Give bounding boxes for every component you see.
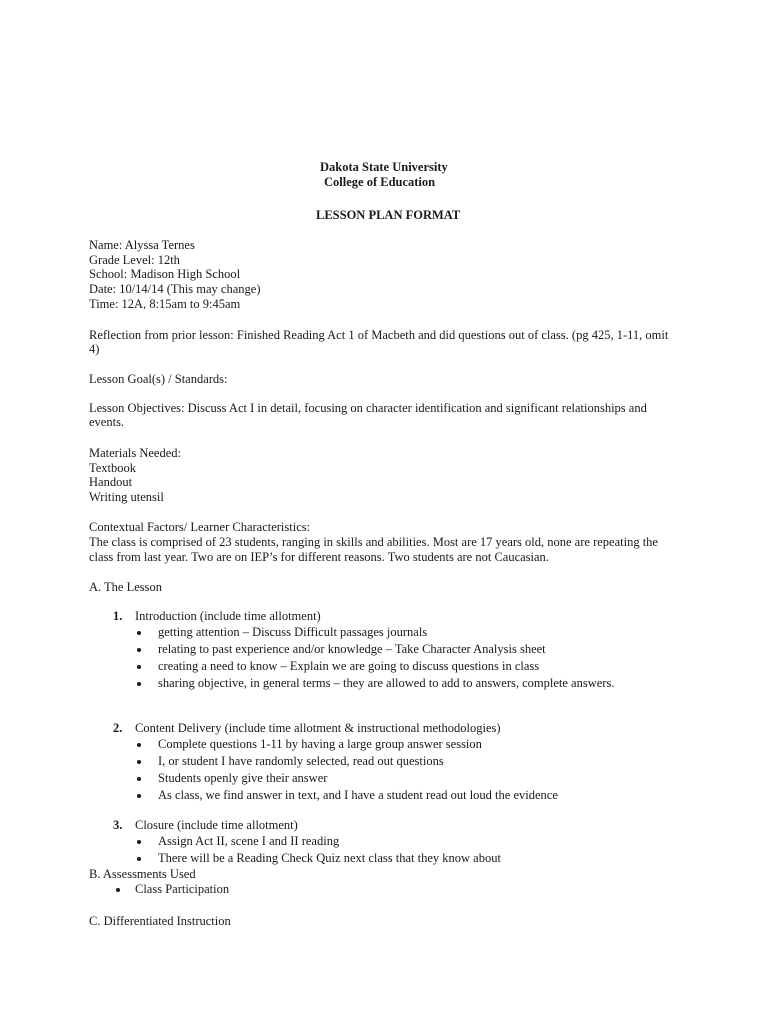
bullet-icon <box>137 760 141 764</box>
contextual-line-2: class from last year. Two are on IEP’s for different reasons. Two students are not Caucasian. <box>89 550 549 564</box>
bullet-text: getting attention – Discuss Difficult passages journals <box>158 625 428 639</box>
info-grade: Grade Level: 12th <box>89 253 180 267</box>
bullet-icon <box>137 857 141 861</box>
section-number: 1. <box>113 609 123 623</box>
section-title: Content Delivery (include time allotment & instructional methodologies) <box>135 721 501 735</box>
section-number: 3. <box>113 818 123 832</box>
objectives-line-1: Lesson Objectives: Discuss Act I in detail, focusing on character identification and significant relationships and <box>89 401 647 415</box>
lesson-heading: A. The Lesson <box>89 580 163 594</box>
materials-item: Writing utensil <box>89 490 164 504</box>
section-title: Closure (include time allotment) <box>135 818 298 832</box>
bullet-text: There will be a Reading Check Quiz next class that they know about <box>158 851 501 865</box>
bullet-icon <box>137 840 141 844</box>
bullet-icon <box>137 794 141 798</box>
section-number: 2. <box>113 721 123 735</box>
bullet-text: creating a need to know – Explain we are going to discuss questions in class <box>158 659 540 673</box>
bullet-text: sharing objective, in general terms – they are allowed to add to answers, complete answers. <box>158 676 615 690</box>
objectives-line-2: events. <box>89 415 125 429</box>
bullet-icon <box>137 631 141 635</box>
bullet-text: Assign Act II, scene I and II reading <box>158 834 340 848</box>
bullet-text: Class Participation <box>135 882 230 896</box>
materials-item: Textbook <box>89 461 137 475</box>
bullet-icon <box>137 682 141 686</box>
university-name: Dakota State University <box>320 160 448 174</box>
bullet-icon <box>137 665 141 669</box>
bullet-icon <box>116 888 120 892</box>
info-school: School: Madison High School <box>89 267 241 281</box>
reflection-line-2: 4) <box>89 342 100 356</box>
assessments-heading: B. Assessments Used <box>89 867 196 881</box>
college-name: College of Education <box>324 175 436 189</box>
differentiated-heading: C. Differentiated Instruction <box>89 914 231 928</box>
document-title: LESSON PLAN FORMAT <box>316 208 461 222</box>
bullet-text: I, or student I have randomly selected, read out questions <box>158 754 444 768</box>
bullet-text: relating to past experience and/or knowledge – Take Character Analysis sheet <box>158 642 546 656</box>
info-time: Time: 12A, 8:15am to 9:45am <box>89 297 241 311</box>
materials-heading: Materials Needed: <box>89 446 181 460</box>
reflection-line-1: Reflection from prior lesson: Finished Reading Act 1 of Macbeth and did questions out of class. (pg 425, 1-11, omit <box>89 328 669 342</box>
bullet-text: As class, we find answer in text, and I have a student read out loud the evidence <box>158 788 558 802</box>
lesson-goals: Lesson Goal(s) / Standards: <box>89 372 228 386</box>
bullet-icon <box>137 777 141 781</box>
bullet-text: Complete questions 1-11 by having a large group answer session <box>158 737 482 751</box>
materials-item: Handout <box>89 475 133 489</box>
contextual-line-1: The class is comprised of 23 students, ranging in skills and abilities. Most are 17 years old, none are repeating the <box>89 535 658 549</box>
bullet-text: Students openly give their answer <box>158 771 328 785</box>
section-title: Introduction (include time allotment) <box>135 609 321 623</box>
info-date: Date: 10/14/14 (This may change) <box>89 282 261 296</box>
contextual-heading: Contextual Factors/ Learner Characteristics: <box>89 520 311 534</box>
info-name: Name: Alyssa Ternes <box>89 238 195 252</box>
bullet-icon <box>137 743 141 747</box>
bullet-icon <box>137 648 141 652</box>
